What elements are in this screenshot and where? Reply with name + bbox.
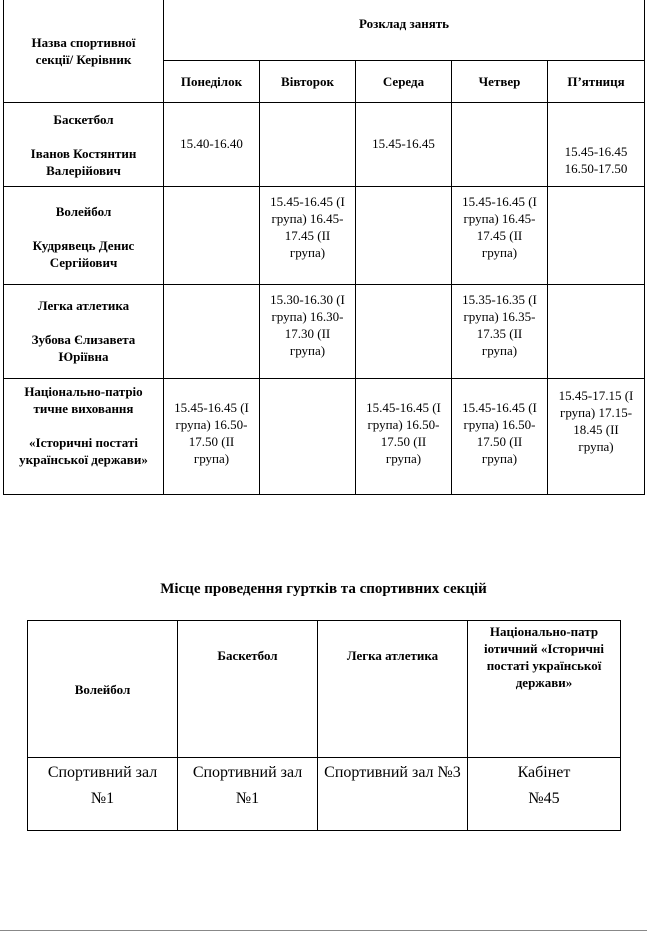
schedule-table — [3, 0, 645, 495]
venue-value-athletics — [318, 758, 468, 831]
venue-header-national-text: Національно-патр іотичний «Історичні постаті української держави» — [483, 624, 605, 690]
schedule-cell-wed: 15.45-16.45 — [356, 103, 452, 187]
schedule-cell-thu — [452, 285, 548, 379]
schedule-cell-fri-text: 15.45-16.45 16.50-17.50 — [564, 144, 628, 176]
section-cell — [4, 187, 164, 285]
section-cell — [4, 285, 164, 379]
section-name: Легка атлетика — [37, 298, 130, 313]
schedule-cell-tue-text: 15.30-16.30 (І група) 16.30-17.30 (ІІ група) — [270, 292, 345, 358]
day-tuesday: Вівторок — [260, 61, 356, 103]
page-bottom-rule — [0, 930, 647, 931]
venue-table — [27, 620, 621, 831]
header-section-coach-text: Назва спортивної секції/ Керівник — [31, 34, 136, 67]
schedule-cell-fri — [548, 103, 645, 187]
venue-value-basketball-text: Спортивний зал №1 — [192, 764, 303, 807]
coach-name: Кудрявець Денис Сергійович — [32, 238, 135, 270]
schedule-cell-tue — [260, 103, 356, 187]
venue-value-volleyball-text: Спортивний зал №1 — [47, 764, 158, 807]
section-name: Баскетбол — [53, 112, 114, 127]
section-cell — [4, 379, 164, 495]
venue-value-basketball — [178, 758, 318, 831]
day-friday: П’ятниця — [548, 61, 645, 103]
schedule-cell-fri — [548, 187, 645, 285]
venue-value-row — [28, 758, 621, 831]
venue-header-basketball: Баскетбол — [178, 621, 318, 758]
schedule-cell-wed — [356, 379, 452, 495]
table-row — [4, 103, 645, 187]
schedule-cell-fri — [548, 285, 645, 379]
schedule-cell-thu — [452, 379, 548, 495]
coach-name: «Історичні постаті української держави» — [19, 435, 148, 467]
schedule-cell-fri-text: 15.45-17.15 (І група) 17.15-18.45 (ІІ група) — [558, 388, 634, 454]
schedule-cell-thu — [452, 103, 548, 187]
schedule-cell-thu-text: 15.45-16.45 (І група) 16.50-17.50 (ІІ група) — [462, 400, 537, 466]
venue-title: Місце проведення гуртків та спортивних секцій — [160, 581, 487, 597]
schedule-cell-tue — [260, 379, 356, 495]
schedule-cell-thu-text: 15.45-16.45 (І група) 16.45-17.45 (ІІ група) — [462, 194, 537, 260]
schedule-cell-tue — [260, 187, 356, 285]
table-row — [4, 379, 645, 495]
section-cell — [4, 103, 164, 187]
venue-value-national — [468, 758, 621, 831]
schedule-cell-mon — [164, 187, 260, 285]
header-schedule: Розклад занять — [164, 0, 645, 61]
table-row — [4, 187, 645, 285]
section-name: Волейбол — [55, 204, 112, 219]
schedule-cell-wed-text: 15.45-16.45 (І група) 16.50-17.50 (ІІ група) — [366, 400, 441, 466]
table-row — [4, 285, 645, 379]
schedule-cell-mon-text: 15.45-16.45 (І група) 16.50-17.50 (ІІ група) — [174, 400, 249, 466]
venue-header-athletics: Легка атлетика — [318, 621, 468, 758]
section-name: Національно-патріо тичне виховання — [24, 384, 143, 416]
venue-value-national-text: Кабінет №45 — [517, 764, 571, 807]
venue-header-national — [468, 621, 621, 758]
coach-name: Зубова Єлизавета Юріївна — [31, 332, 136, 364]
schedule-cell-wed — [356, 285, 452, 379]
schedule-cell-mon: 15.40-16.40 — [164, 103, 260, 187]
venue-value-athletics-text: Спортивний зал №3 — [324, 764, 461, 781]
schedule-cell-tue — [260, 285, 356, 379]
schedule-cell-fri — [548, 379, 645, 495]
schedule-cell-mon — [164, 379, 260, 495]
day-thursday: Четвер — [452, 61, 548, 103]
day-wednesday: Середа — [356, 61, 452, 103]
header-section-coach — [4, 0, 164, 103]
schedule-cell-mon — [164, 285, 260, 379]
schedule-cell-thu — [452, 187, 548, 285]
day-monday: Понеділок — [164, 61, 260, 103]
schedule-cell-tue-text: 15.45-16.45 (І група) 16.45-17.45 (ІІ група) — [270, 194, 345, 260]
venue-header-row — [28, 621, 621, 758]
schedule-cell-thu-text: 15.35-16.35 (І група) 16.35-17.35 (ІІ група) — [462, 292, 537, 358]
venue-value-volleyball — [28, 758, 178, 831]
schedule-cell-wed — [356, 187, 452, 285]
venue-header-volleyball: Волейбол — [28, 621, 178, 758]
coach-name: Іванов Костянтин Валерійович — [30, 146, 137, 178]
